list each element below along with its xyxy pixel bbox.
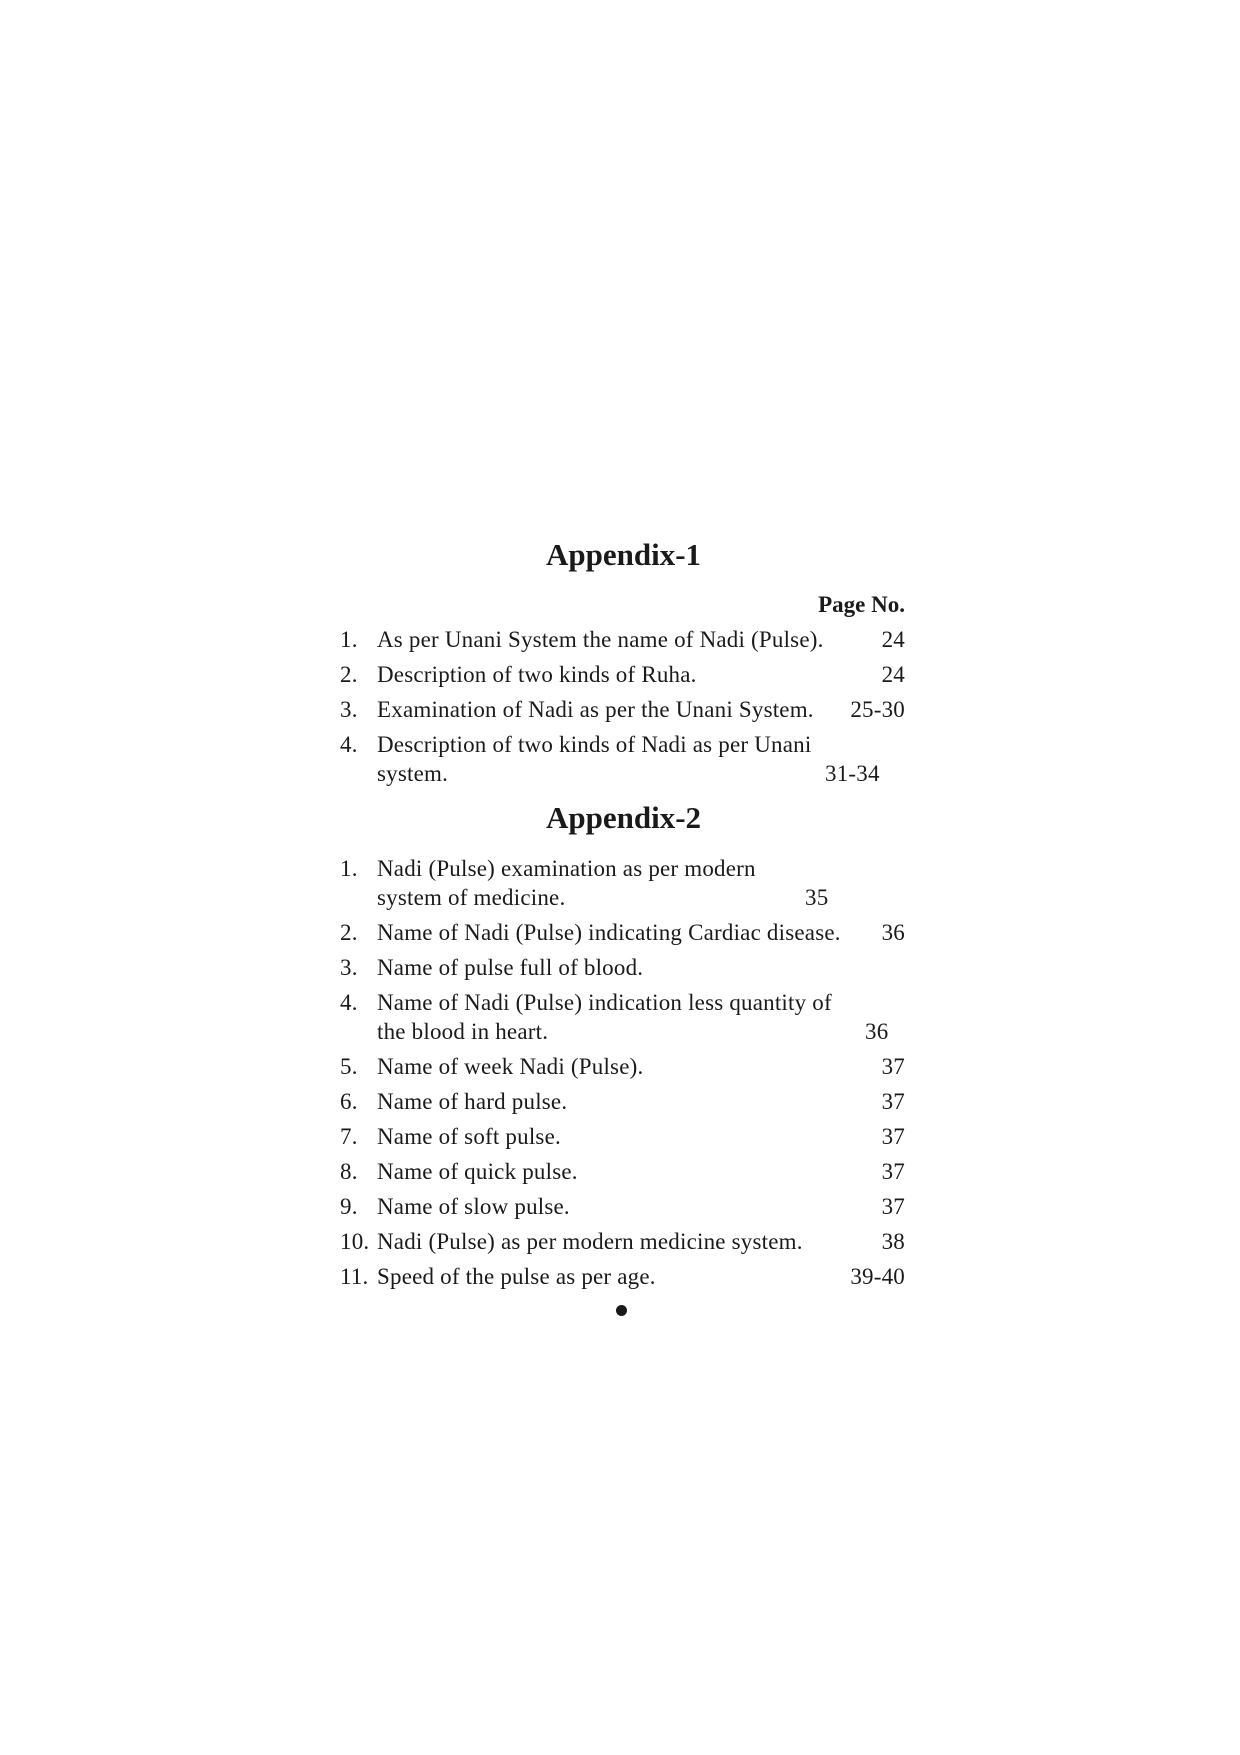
entry-page: 25-30 (850, 697, 905, 722)
table-of-contents (340, 535, 905, 1297)
toc-entry (340, 730, 905, 788)
entry-number: 2. (340, 920, 358, 945)
toc-entry (340, 854, 905, 912)
toc-entry (340, 660, 905, 689)
appendix-2-section (340, 798, 905, 1291)
toc-entry (340, 918, 905, 947)
entry-title: Name of Nadi (Pulse) indication less quantity of the blood in heart. (377, 990, 832, 1044)
entry-title: Examination of Nadi as per the Unani System. (377, 697, 814, 722)
entry-page: 37 (881, 1159, 905, 1184)
toc-entry (340, 1052, 905, 1081)
entry-title: Speed of the pulse as per age. (377, 1264, 656, 1289)
toc-entry (340, 1157, 905, 1186)
entry-title: Name of hard pulse. (377, 1089, 568, 1114)
appendix-2-entries (340, 854, 905, 1291)
toc-entry (340, 695, 905, 724)
page-no-header: Page No. (818, 592, 905, 617)
entry-page: 37 (881, 1194, 905, 1219)
toc-entry (340, 1227, 905, 1256)
entry-number: 4. (340, 990, 358, 1015)
appendix-2-title: Appendix-2 (545, 800, 702, 835)
entry-page: 35 (805, 885, 829, 910)
entry-page: 36 (881, 920, 905, 945)
entry-title: Nadi (Pulse) as per modern medicine system. (377, 1229, 803, 1254)
appendix-1-title: Appendix-1 (545, 537, 702, 572)
entry-page: 37 (881, 1124, 905, 1149)
appendix-1-section (340, 535, 905, 788)
entry-page: 38 (881, 1229, 905, 1254)
toc-entry (340, 625, 905, 654)
entry-title: Name of Nadi (Pulse) indicating Cardiac disease. (377, 920, 841, 945)
appendix-1-entries (340, 625, 905, 788)
entry-number: 10. (340, 1229, 370, 1254)
entry-page: 37 (881, 1089, 905, 1114)
entry-title: Name of quick pulse. (377, 1159, 578, 1184)
entry-number: 9. (340, 1194, 358, 1219)
entry-number: 11. (340, 1264, 369, 1289)
entry-page: 37 (881, 1054, 905, 1079)
end-bullet-icon (616, 1305, 627, 1316)
entry-page: 31-34 (825, 761, 880, 786)
entry-number: 1. (340, 856, 358, 881)
entry-title: Name of week Nadi (Pulse). (377, 1054, 644, 1079)
entry-page: 36 (865, 1019, 889, 1044)
entry-number: 1. (340, 627, 358, 652)
entry-page: 24 (881, 662, 905, 687)
entry-page: 24 (881, 627, 905, 652)
entry-title: Nadi (Pulse) examination as per modern system of medicine. (377, 856, 756, 910)
toc-entry (340, 1122, 905, 1151)
entry-title: Description of two kinds of Nadi as per Unani system. (377, 732, 812, 786)
entry-number: 3. (340, 697, 358, 722)
entry-number: 5. (340, 1054, 358, 1079)
toc-entry (340, 988, 905, 1046)
entry-title: Name of soft pulse. (377, 1124, 561, 1149)
entry-title: Name of slow pulse. (377, 1194, 570, 1219)
entry-number: 3. (340, 955, 358, 980)
toc-entry (340, 1192, 905, 1221)
toc-entry (340, 953, 905, 982)
entry-number: 2. (340, 662, 358, 687)
entry-title: Description of two kinds of Ruha. (377, 662, 697, 687)
entry-page: 39-40 (850, 1264, 905, 1289)
entry-number: 7. (340, 1124, 358, 1149)
entry-title: As per Unani System the name of Nadi (Pulse). (377, 627, 824, 652)
toc-entry (340, 1087, 905, 1116)
toc-entry (340, 1262, 905, 1291)
entry-number: 8. (340, 1159, 358, 1184)
entry-number: 4. (340, 732, 358, 757)
entry-number: 6. (340, 1089, 358, 1114)
entry-title: Name of pulse full of blood. (377, 955, 644, 980)
